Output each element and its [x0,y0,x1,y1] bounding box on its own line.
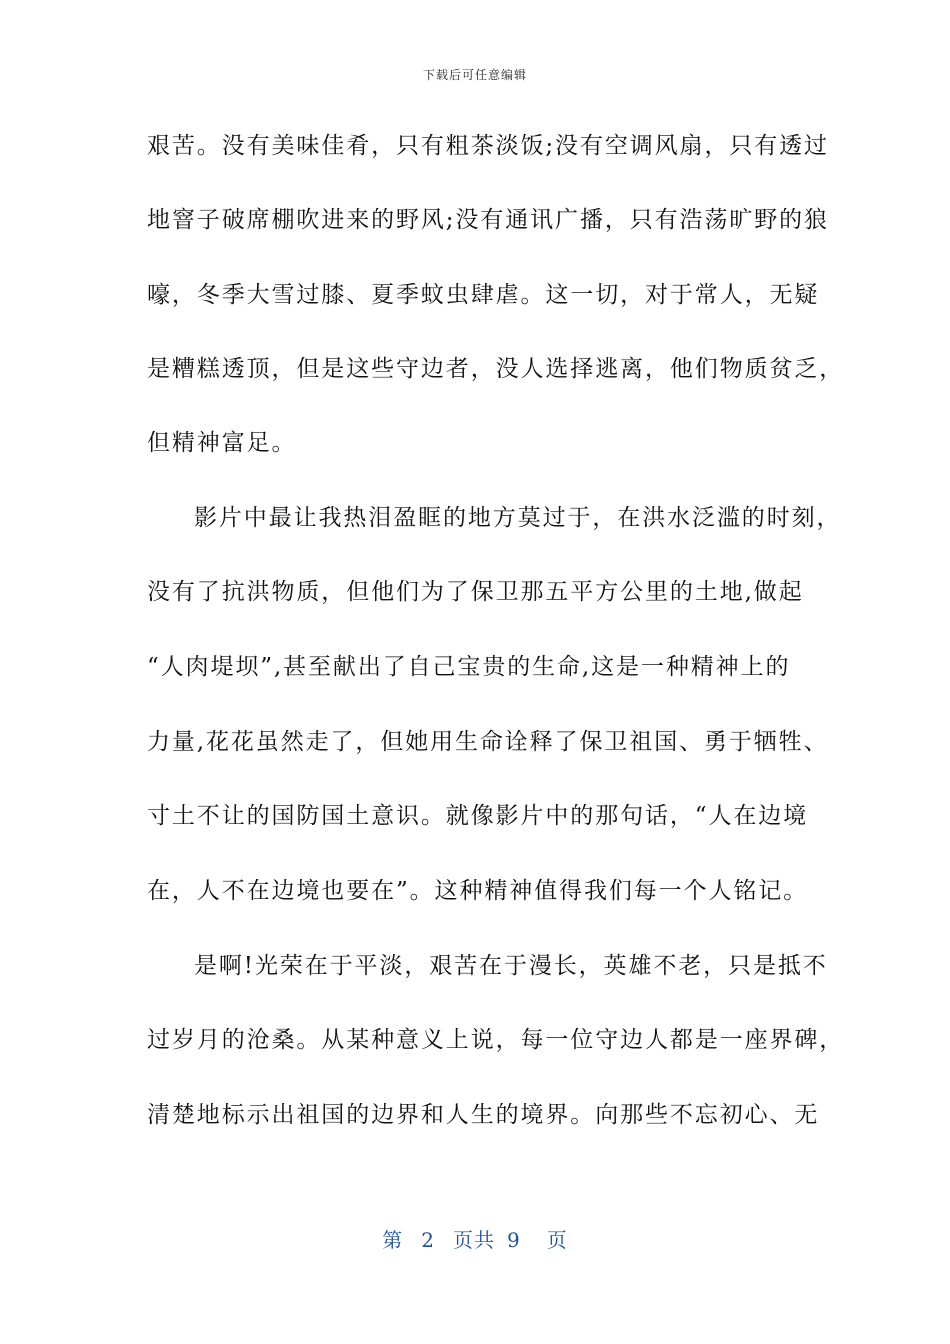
text-line: 但精神富足。 [147,430,297,456]
text-line: 嚎，冬季大雪过膝、夏季蚊虫肆虐。这一切，对于常人，无疑 [147,282,820,308]
page-footer [0,1224,950,1253]
text-line: 清楚地标示出祖国的边界和人生的境界。向那些不忘初心、无 [147,1102,820,1128]
text-line: 没有了抗洪物质，但他们为了保卫那五平方公里的土地,做起 [147,579,804,605]
text-line: “人肉堤坝”,甚至献出了自己宝贵的生命,这是一种精神上的 [147,654,791,680]
page-prefix: 第 [382,1228,404,1252]
text-line: 在，人不在边境也要在”。这种精神值得我们每一个人铭记。 [147,878,809,904]
text-line: 地窨子破席棚吹进来的野风;没有通讯广播，只有浩荡旷野的狼 [147,207,829,233]
text-line: 是糟糕透顶，但是这些守边者，没人选择逃离，他们物质贫乏， [147,356,845,382]
text-line: 力量,花花虽然走了，但她用生命诠释了保卫祖国、勇于牺牲、 [147,729,829,755]
text-line: 寸土不让的国防国土意识。就像影片中的那句话，“人在边境 [147,803,809,829]
paragraph-start-line: 影片中最让我热泪盈眶的地方莫过于，在洪水泛滥的时刻， [194,505,842,531]
page-total: 9 [507,1228,521,1252]
page-number: 2 [421,1228,435,1252]
text-line: 过岁月的沧桑。从某种意义上说，每一位守边人都是一座界碑， [147,1027,845,1053]
page-mid: 页共 [453,1228,495,1252]
paragraph-start-line: 是啊!光荣在于平淡，艰苦在于漫长，英雄不老，只是抵不 [194,953,828,979]
page-suffix: 页 [546,1228,568,1252]
header-note: 下载后可任意编辑 [422,68,527,82]
text-line: 艰苦。没有美味佳肴，只有粗茶淡饭;没有空调风扇，只有透过 [147,133,829,159]
